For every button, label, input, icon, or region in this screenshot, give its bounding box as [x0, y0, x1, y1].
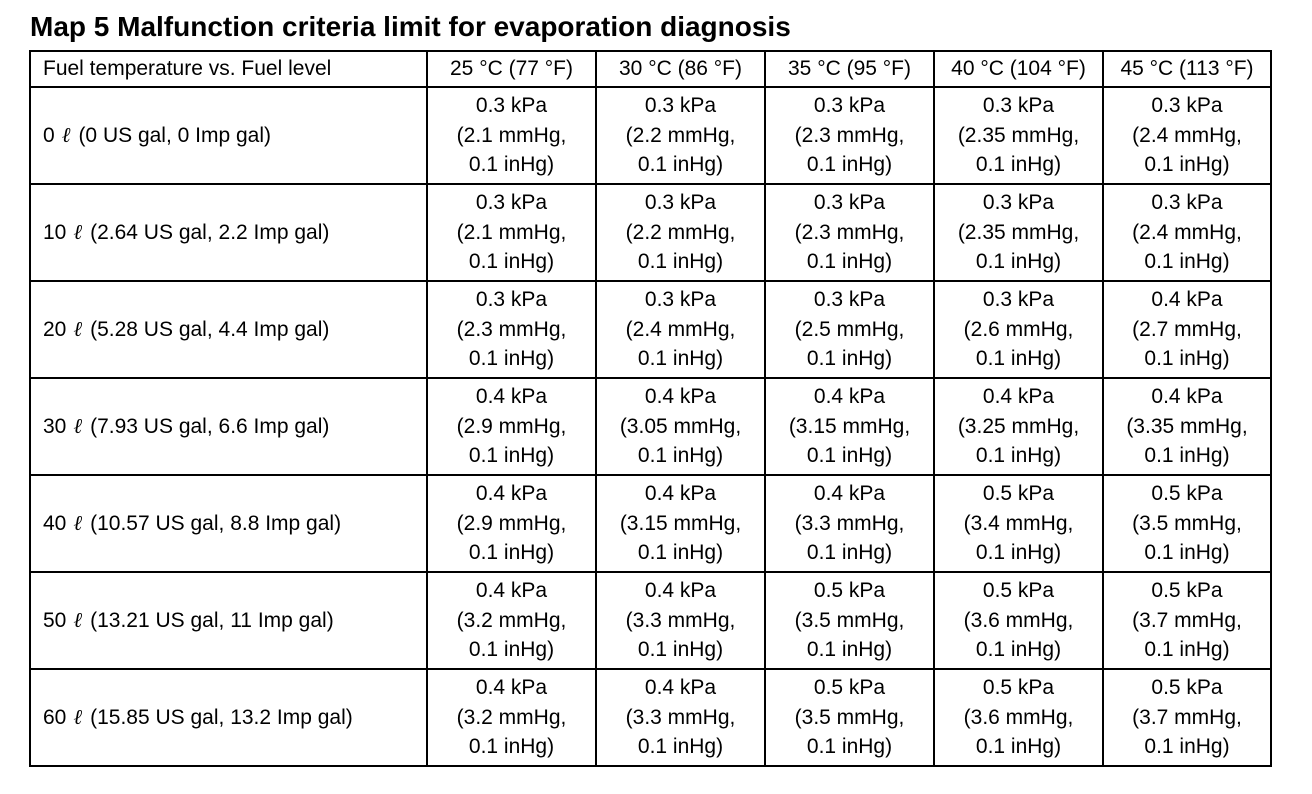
pressure-kpa: 0.4 kPa — [644, 385, 717, 409]
fuel-level-value: 20 — [43, 317, 67, 341]
pressure-mmhg: (3.3 mmHg, — [794, 511, 905, 535]
pressure-mmhg: (2.3 mmHg, — [794, 123, 905, 147]
pressure-inhg: 0.1 inHg) — [806, 735, 893, 759]
pressure-inhg: 0.1 inHg) — [975, 541, 1062, 565]
pressure-inhg: 0.1 inHg) — [975, 444, 1062, 468]
liter-symbol: ℓ — [73, 704, 83, 729]
pressure-limit-cell — [934, 87, 1103, 184]
pressure-limit-cell — [1103, 669, 1271, 766]
table-row — [30, 281, 1271, 378]
pressure-inhg: 0.1 inHg) — [1144, 444, 1230, 468]
pressure-mmhg: (3.7 mmHg, — [1132, 705, 1242, 729]
pressure-mmhg: (3.5 mmHg, — [794, 705, 905, 729]
pressure-limit-cell — [765, 281, 934, 378]
pressure-inhg: 0.1 inHg) — [1144, 153, 1230, 177]
pressure-inhg: 0.1 inHg) — [637, 153, 724, 177]
pressure-mmhg: (2.9 mmHg, — [456, 511, 567, 535]
pressure-kpa: 0.5 kPa — [982, 482, 1055, 506]
pressure-mmhg: (2.7 mmHg, — [1132, 317, 1242, 341]
pressure-limit-cell — [934, 281, 1103, 378]
pressure-limit-cell — [427, 87, 596, 184]
criteria-table — [29, 50, 1272, 767]
table-row — [30, 475, 1271, 572]
fuel-level-label — [30, 572, 427, 669]
pressure-limit-cell — [1103, 281, 1271, 378]
column-header: 30 °C (86 °F) — [596, 51, 765, 87]
pressure-mmhg: (2.4 mmHg, — [1132, 123, 1242, 147]
pressure-inhg: 0.1 inHg) — [468, 638, 555, 662]
fuel-level-label — [30, 475, 427, 572]
pressure-inhg: 0.1 inHg) — [975, 153, 1062, 177]
pressure-inhg: 0.1 inHg) — [975, 347, 1062, 371]
liter-symbol: ℓ — [61, 122, 71, 147]
pressure-inhg: 0.1 inHg) — [468, 444, 555, 468]
pressure-kpa: 0.4 kPa — [1151, 385, 1223, 409]
pressure-limit-cell — [427, 378, 596, 475]
pressure-inhg: 0.1 inHg) — [975, 638, 1062, 662]
pressure-mmhg: (3.2 mmHg, — [456, 608, 567, 632]
table-row — [30, 669, 1271, 766]
pressure-inhg: 0.1 inHg) — [806, 541, 893, 565]
column-header: 35 °C (95 °F) — [765, 51, 934, 87]
pressure-inhg: 0.1 inHg) — [806, 444, 893, 468]
pressure-kpa: 0.3 kPa — [644, 94, 717, 118]
pressure-kpa: 0.3 kPa — [1151, 94, 1223, 118]
page-title: Map 5 Malfunction criteria limit for evaporation diagnosis — [30, 11, 791, 42]
pressure-kpa: 0.4 kPa — [475, 579, 548, 603]
fuel-volume-conversion: (5.28 US gal, 4.4 Imp gal) — [90, 317, 330, 341]
pressure-limit-cell — [596, 572, 765, 669]
liter-symbol: ℓ — [73, 607, 83, 632]
pressure-kpa: 0.4 kPa — [813, 385, 886, 409]
liter-symbol: ℓ — [73, 316, 83, 341]
pressure-limit-cell — [596, 281, 765, 378]
pressure-kpa: 0.4 kPa — [644, 579, 717, 603]
pressure-inhg: 0.1 inHg) — [637, 347, 724, 371]
pressure-mmhg: (2.2 mmHg, — [625, 123, 736, 147]
pressure-kpa: 0.4 kPa — [644, 676, 717, 700]
pressure-limit-cell — [765, 572, 934, 669]
pressure-kpa: 0.3 kPa — [1151, 191, 1223, 215]
pressure-inhg: 0.1 inHg) — [806, 347, 893, 371]
pressure-mmhg: (3.6 mmHg, — [963, 608, 1074, 632]
pressure-mmhg: (3.4 mmHg, — [963, 511, 1074, 535]
pressure-kpa: 0.4 kPa — [1151, 288, 1223, 312]
pressure-kpa: 0.3 kPa — [813, 191, 886, 215]
pressure-kpa: 0.5 kPa — [813, 579, 886, 603]
pressure-limit-cell — [596, 184, 765, 281]
pressure-mmhg: (2.1 mmHg, — [456, 220, 567, 244]
pressure-mmhg: (3.25 mmHg, — [957, 414, 1080, 438]
pressure-inhg: 0.1 inHg) — [1144, 541, 1230, 565]
pressure-mmhg: (2.6 mmHg, — [963, 317, 1074, 341]
pressure-limit-cell — [765, 87, 934, 184]
pressure-limit-cell — [596, 669, 765, 766]
liter-symbol: ℓ — [73, 510, 83, 535]
pressure-kpa: 0.5 kPa — [1151, 676, 1223, 700]
pressure-mmhg: (3.15 mmHg, — [619, 511, 742, 535]
pressure-mmhg: (2.35 mmHg, — [957, 220, 1080, 244]
pressure-limit-cell — [765, 378, 934, 475]
column-header: 25 °C (77 °F) — [427, 51, 596, 87]
pressure-inhg: 0.1 inHg) — [806, 250, 893, 274]
pressure-mmhg: (2.4 mmHg, — [625, 317, 736, 341]
column-header: 40 °C (104 °F) — [934, 51, 1103, 87]
table-row — [30, 572, 1271, 669]
pressure-inhg: 0.1 inHg) — [468, 541, 555, 565]
pressure-inhg: 0.1 inHg) — [468, 153, 555, 177]
pressure-mmhg: (2.5 mmHg, — [794, 317, 905, 341]
pressure-inhg: 0.1 inHg) — [1144, 250, 1230, 274]
pressure-kpa: 0.5 kPa — [982, 579, 1055, 603]
table-row — [30, 184, 1271, 281]
pressure-limit-cell — [596, 378, 765, 475]
pressure-limit-cell — [596, 475, 765, 572]
pressure-inhg: 0.1 inHg) — [806, 638, 893, 662]
pressure-inhg: 0.1 inHg) — [1144, 735, 1230, 759]
pressure-inhg: 0.1 inHg) — [975, 250, 1062, 274]
fuel-volume-conversion: (10.57 US gal, 8.8 Imp gal) — [90, 511, 342, 535]
pressure-kpa: 0.3 kPa — [813, 288, 886, 312]
fuel-level-label — [30, 87, 427, 184]
pressure-limit-cell — [1103, 87, 1271, 184]
fuel-volume-conversion: (15.85 US gal, 13.2 Imp gal) — [90, 705, 353, 729]
pressure-mmhg: (3.05 mmHg, — [619, 414, 742, 438]
pressure-kpa: 0.4 kPa — [982, 385, 1055, 409]
pressure-mmhg: (2.35 mmHg, — [957, 123, 1080, 147]
corner-header: Fuel temperature vs. Fuel level — [30, 51, 427, 87]
fuel-volume-conversion: (0 US gal, 0 Imp gal) — [78, 123, 272, 147]
pressure-limit-cell — [427, 475, 596, 572]
liter-symbol: ℓ — [73, 219, 83, 244]
table-body — [30, 51, 1271, 766]
pressure-kpa: 0.4 kPa — [475, 482, 548, 506]
pressure-limit-cell — [934, 572, 1103, 669]
pressure-mmhg: (3.5 mmHg, — [1132, 511, 1242, 535]
pressure-kpa: 0.4 kPa — [475, 676, 548, 700]
pressure-kpa: 0.4 kPa — [644, 482, 717, 506]
pressure-mmhg: (2.3 mmHg, — [794, 220, 905, 244]
fuel-level-value: 30 — [43, 414, 67, 438]
pressure-limit-cell — [934, 475, 1103, 572]
pressure-kpa: 0.3 kPa — [644, 288, 717, 312]
pressure-mmhg: (3.6 mmHg, — [963, 705, 1074, 729]
pressure-kpa: 0.3 kPa — [475, 191, 548, 215]
fuel-level-value: 50 — [43, 608, 67, 632]
pressure-mmhg: (2.2 mmHg, — [625, 220, 736, 244]
pressure-limit-cell — [427, 669, 596, 766]
pressure-limit-cell — [765, 669, 934, 766]
pressure-limit-cell — [1103, 572, 1271, 669]
pressure-limit-cell — [427, 572, 596, 669]
pressure-limit-cell — [765, 475, 934, 572]
pressure-kpa: 0.4 kPa — [475, 385, 548, 409]
pressure-inhg: 0.1 inHg) — [637, 638, 724, 662]
liter-symbol: ℓ — [73, 413, 83, 438]
pressure-kpa: 0.3 kPa — [982, 288, 1055, 312]
fuel-volume-conversion: (13.21 US gal, 11 Imp gal) — [90, 608, 334, 632]
pressure-limit-cell — [934, 378, 1103, 475]
table-row — [30, 87, 1271, 184]
pressure-limit-cell — [1103, 184, 1271, 281]
fuel-volume-conversion: (7.93 US gal, 6.6 Imp gal) — [90, 414, 330, 438]
pressure-limit-cell — [1103, 475, 1271, 572]
fuel-level-value: 40 — [43, 511, 67, 535]
table-header-row — [30, 51, 1271, 87]
pressure-limit-cell — [427, 184, 596, 281]
fuel-level-value: 0 — [43, 123, 55, 147]
pressure-kpa: 0.5 kPa — [1151, 482, 1223, 506]
pressure-limit-cell — [765, 184, 934, 281]
pressure-kpa: 0.5 kPa — [813, 676, 886, 700]
pressure-inhg: 0.1 inHg) — [1144, 347, 1230, 371]
fuel-level-label — [30, 281, 427, 378]
fuel-level-label — [30, 184, 427, 281]
fuel-level-value: 10 — [43, 220, 67, 244]
fuel-level-label — [30, 669, 427, 766]
pressure-mmhg: (2.3 mmHg, — [456, 317, 567, 341]
pressure-kpa: 0.3 kPa — [982, 94, 1055, 118]
pressure-inhg: 0.1 inHg) — [468, 347, 555, 371]
fuel-level-value: 60 — [43, 705, 67, 729]
pressure-kpa: 0.5 kPa — [1151, 579, 1223, 603]
pressure-limit-cell — [1103, 378, 1271, 475]
pressure-inhg: 0.1 inHg) — [637, 250, 724, 274]
pressure-limit-cell — [596, 87, 765, 184]
fuel-volume-conversion: (2.64 US gal, 2.2 Imp gal) — [90, 220, 330, 244]
pressure-kpa: 0.3 kPa — [982, 191, 1055, 215]
pressure-kpa: 0.3 kPa — [475, 288, 548, 312]
pressure-kpa: 0.3 kPa — [644, 191, 717, 215]
table-row — [30, 378, 1271, 475]
pressure-mmhg: (3.3 mmHg, — [625, 608, 736, 632]
pressure-inhg: 0.1 inHg) — [637, 541, 724, 565]
pressure-limit-cell — [934, 669, 1103, 766]
pressure-limit-cell — [934, 184, 1103, 281]
pressure-mmhg: (3.3 mmHg, — [625, 705, 736, 729]
pressure-mmhg: (2.4 mmHg, — [1132, 220, 1242, 244]
pressure-inhg: 0.1 inHg) — [468, 735, 555, 759]
pressure-mmhg: (3.15 mmHg, — [788, 414, 911, 438]
pressure-inhg: 0.1 inHg) — [637, 444, 724, 468]
pressure-mmhg: (2.9 mmHg, — [456, 414, 567, 438]
column-header: 45 °C (113 °F) — [1103, 51, 1271, 87]
pressure-limit-cell — [427, 281, 596, 378]
pressure-inhg: 0.1 inHg) — [1144, 638, 1230, 662]
pressure-inhg: 0.1 inHg) — [975, 735, 1062, 759]
pressure-kpa: 0.3 kPa — [475, 94, 548, 118]
pressure-mmhg: (3.35 mmHg, — [1126, 414, 1248, 438]
pressure-mmhg: (3.7 mmHg, — [1132, 608, 1242, 632]
fuel-level-label — [30, 378, 427, 475]
pressure-mmhg: (2.1 mmHg, — [456, 123, 567, 147]
pressure-kpa: 0.5 kPa — [982, 676, 1055, 700]
pressure-inhg: 0.1 inHg) — [806, 153, 893, 177]
pressure-inhg: 0.1 inHg) — [637, 735, 724, 759]
pressure-kpa: 0.3 kPa — [813, 94, 886, 118]
pressure-mmhg: (3.2 mmHg, — [456, 705, 567, 729]
pressure-inhg: 0.1 inHg) — [468, 250, 555, 274]
pressure-mmhg: (3.5 mmHg, — [794, 608, 905, 632]
pressure-kpa: 0.4 kPa — [813, 482, 886, 506]
